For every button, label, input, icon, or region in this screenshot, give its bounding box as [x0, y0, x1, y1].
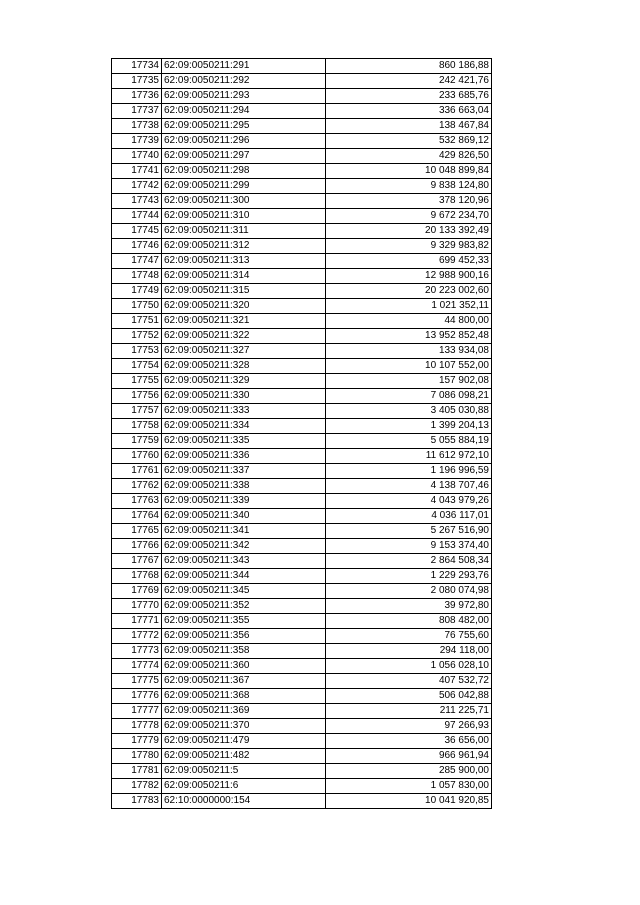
cadastral-number-cell: 62:09:0050211:328 — [162, 359, 326, 374]
cadastral-number-cell: 62:09:0050211:355 — [162, 614, 326, 629]
cadastral-number-cell: 62:09:0050211:352 — [162, 599, 326, 614]
row-number-cell: 17759 — [112, 434, 162, 449]
row-number-cell: 17771 — [112, 614, 162, 629]
cadastral-number-cell: 62:09:0050211:370 — [162, 719, 326, 734]
table-row — [112, 389, 492, 404]
cadastral-number-cell: 62:09:0050211:292 — [162, 74, 326, 89]
table-row — [112, 779, 492, 794]
value-cell: 294 118,00 — [326, 644, 492, 659]
cadastral-number-cell: 62:09:0050211:344 — [162, 569, 326, 584]
table-row — [112, 164, 492, 179]
value-cell: 44 800,00 — [326, 314, 492, 329]
value-cell: 39 972,80 — [326, 599, 492, 614]
cadastral-number-cell: 62:09:0050211:296 — [162, 134, 326, 149]
cadastral-value-table — [111, 58, 492, 809]
value-cell: 7 086 098,21 — [326, 389, 492, 404]
table-row — [112, 464, 492, 479]
value-cell: 9 838 124,80 — [326, 179, 492, 194]
value-cell: 1 056 028,10 — [326, 659, 492, 674]
table-row — [112, 359, 492, 374]
row-number-cell: 17738 — [112, 119, 162, 134]
cadastral-number-cell: 62:09:0050211:322 — [162, 329, 326, 344]
cadastral-number-cell: 62:09:0050211:295 — [162, 119, 326, 134]
table-row — [112, 629, 492, 644]
table-row — [112, 209, 492, 224]
value-cell: 10 041 920,85 — [326, 794, 492, 809]
value-cell: 808 482,00 — [326, 614, 492, 629]
value-cell: 36 656,00 — [326, 734, 492, 749]
cadastral-number-cell: 62:09:0050211:300 — [162, 194, 326, 209]
value-cell: 10 107 552,00 — [326, 359, 492, 374]
row-number-cell: 17774 — [112, 659, 162, 674]
value-cell: 9 672 234,70 — [326, 209, 492, 224]
value-cell: 407 532,72 — [326, 674, 492, 689]
value-cell: 10 048 899,84 — [326, 164, 492, 179]
value-cell: 3 405 030,88 — [326, 404, 492, 419]
table-row — [112, 104, 492, 119]
value-cell: 2 864 508,34 — [326, 554, 492, 569]
value-cell: 4 036 117,01 — [326, 509, 492, 524]
table-row — [112, 449, 492, 464]
table-row — [112, 434, 492, 449]
value-cell: 1 196 996,59 — [326, 464, 492, 479]
cadastral-number-cell: 62:09:0050211:339 — [162, 494, 326, 509]
value-cell: 966 961,94 — [326, 749, 492, 764]
table-row — [112, 614, 492, 629]
row-number-cell: 17749 — [112, 284, 162, 299]
table-row — [112, 179, 492, 194]
value-cell: 13 952 852,48 — [326, 329, 492, 344]
value-cell: 378 120,96 — [326, 194, 492, 209]
value-cell: 157 902,08 — [326, 374, 492, 389]
value-cell: 506 042,88 — [326, 689, 492, 704]
value-cell: 1 057 830,00 — [326, 779, 492, 794]
row-number-cell: 17773 — [112, 644, 162, 659]
value-cell: 133 934,08 — [326, 344, 492, 359]
table-row — [112, 599, 492, 614]
cadastral-number-cell: 62:09:0050211:369 — [162, 704, 326, 719]
cadastral-number-cell: 62:09:0050211:340 — [162, 509, 326, 524]
table-row — [112, 329, 492, 344]
cadastral-number-cell: 62:09:0050211:343 — [162, 554, 326, 569]
cadastral-number-cell: 62:09:0050211:360 — [162, 659, 326, 674]
row-number-cell: 17742 — [112, 179, 162, 194]
cadastral-number-cell: 62:09:0050211:313 — [162, 254, 326, 269]
cadastral-number-cell: 62:09:0050211:320 — [162, 299, 326, 314]
cadastral-number-cell: 62:09:0050211:338 — [162, 479, 326, 494]
cadastral-number-cell: 62:09:0050211:293 — [162, 89, 326, 104]
row-number-cell: 17772 — [112, 629, 162, 644]
row-number-cell: 17778 — [112, 719, 162, 734]
cadastral-number-cell: 62:09:0050211:310 — [162, 209, 326, 224]
cadastral-number-cell: 62:09:0050211:342 — [162, 539, 326, 554]
cadastral-number-cell: 62:09:0050211:311 — [162, 224, 326, 239]
cadastral-number-cell: 62:10:0000000:154 — [162, 794, 326, 809]
cadastral-number-cell: 62:09:0050211:330 — [162, 389, 326, 404]
table-row — [112, 224, 492, 239]
table-row — [112, 689, 492, 704]
row-number-cell: 17754 — [112, 359, 162, 374]
row-number-cell: 17748 — [112, 269, 162, 284]
table-row — [112, 314, 492, 329]
table-row — [112, 539, 492, 554]
row-number-cell: 17740 — [112, 149, 162, 164]
cadastral-number-cell: 62:09:0050211:6 — [162, 779, 326, 794]
value-cell: 1 229 293,76 — [326, 569, 492, 584]
table-row — [112, 404, 492, 419]
row-number-cell: 17756 — [112, 389, 162, 404]
row-number-cell: 17737 — [112, 104, 162, 119]
table-row — [112, 239, 492, 254]
row-number-cell: 17750 — [112, 299, 162, 314]
row-number-cell: 17766 — [112, 539, 162, 554]
cadastral-number-cell: 62:09:0050211:315 — [162, 284, 326, 299]
row-number-cell: 17739 — [112, 134, 162, 149]
value-cell: 233 685,76 — [326, 89, 492, 104]
table-row — [112, 764, 492, 779]
row-number-cell: 17755 — [112, 374, 162, 389]
table-row — [112, 719, 492, 734]
table-row — [112, 644, 492, 659]
value-cell: 97 266,93 — [326, 719, 492, 734]
cadastral-number-cell: 62:09:0050211:5 — [162, 764, 326, 779]
table-row — [112, 704, 492, 719]
table-row — [112, 299, 492, 314]
row-number-cell: 17763 — [112, 494, 162, 509]
cadastral-number-cell: 62:09:0050211:314 — [162, 269, 326, 284]
table-row — [112, 254, 492, 269]
table-row — [112, 149, 492, 164]
cadastral-number-cell: 62:09:0050211:291 — [162, 59, 326, 74]
row-number-cell: 17745 — [112, 224, 162, 239]
row-number-cell: 17746 — [112, 239, 162, 254]
table-row — [112, 659, 492, 674]
row-number-cell: 17741 — [112, 164, 162, 179]
cadastral-number-cell: 62:09:0050211:368 — [162, 689, 326, 704]
value-cell: 2 080 074,98 — [326, 584, 492, 599]
table-row — [112, 509, 492, 524]
table-row — [112, 554, 492, 569]
row-number-cell: 17776 — [112, 689, 162, 704]
row-number-cell: 17777 — [112, 704, 162, 719]
cadastral-number-cell: 62:09:0050211:334 — [162, 419, 326, 434]
row-number-cell: 17743 — [112, 194, 162, 209]
value-cell: 20 133 392,49 — [326, 224, 492, 239]
row-number-cell: 17758 — [112, 419, 162, 434]
value-cell: 9 329 983,82 — [326, 239, 492, 254]
row-number-cell: 17769 — [112, 584, 162, 599]
row-number-cell: 17734 — [112, 59, 162, 74]
table-row — [112, 734, 492, 749]
table-row — [112, 134, 492, 149]
row-number-cell: 17782 — [112, 779, 162, 794]
table-row — [112, 119, 492, 134]
row-number-cell: 17764 — [112, 509, 162, 524]
value-cell: 11 612 972,10 — [326, 449, 492, 464]
cadastral-number-cell: 62:09:0050211:337 — [162, 464, 326, 479]
row-number-cell: 17775 — [112, 674, 162, 689]
cadastral-number-cell: 62:09:0050211:321 — [162, 314, 326, 329]
value-cell: 242 421,76 — [326, 74, 492, 89]
table-row — [112, 74, 492, 89]
cadastral-number-cell: 62:09:0050211:479 — [162, 734, 326, 749]
value-cell: 429 826,50 — [326, 149, 492, 164]
cadastral-number-cell: 62:09:0050211:333 — [162, 404, 326, 419]
table-row — [112, 569, 492, 584]
value-cell: 285 900,00 — [326, 764, 492, 779]
table-row — [112, 344, 492, 359]
table-row — [112, 794, 492, 809]
row-number-cell: 17760 — [112, 449, 162, 464]
value-cell: 4 043 979,26 — [326, 494, 492, 509]
value-cell: 336 663,04 — [326, 104, 492, 119]
value-cell: 860 186,88 — [326, 59, 492, 74]
cadastral-number-cell: 62:09:0050211:327 — [162, 344, 326, 359]
row-number-cell: 17765 — [112, 524, 162, 539]
value-cell: 138 467,84 — [326, 119, 492, 134]
table-row — [112, 89, 492, 104]
row-number-cell: 17761 — [112, 464, 162, 479]
value-cell: 76 755,60 — [326, 629, 492, 644]
cadastral-number-cell: 62:09:0050211:341 — [162, 524, 326, 539]
cadastral-number-cell: 62:09:0050211:294 — [162, 104, 326, 119]
value-cell: 9 153 374,40 — [326, 539, 492, 554]
table-row — [112, 494, 492, 509]
row-number-cell: 17767 — [112, 554, 162, 569]
value-cell: 699 452,33 — [326, 254, 492, 269]
value-cell: 5 055 884,19 — [326, 434, 492, 449]
row-number-cell: 17752 — [112, 329, 162, 344]
cadastral-number-cell: 62:09:0050211:299 — [162, 179, 326, 194]
table-row — [112, 479, 492, 494]
row-number-cell: 17747 — [112, 254, 162, 269]
cadastral-number-cell: 62:09:0050211:335 — [162, 434, 326, 449]
row-number-cell: 17735 — [112, 74, 162, 89]
table-row — [112, 524, 492, 539]
cadastral-number-cell: 62:09:0050211:336 — [162, 449, 326, 464]
table-row — [112, 749, 492, 764]
table-row — [112, 674, 492, 689]
row-number-cell: 17780 — [112, 749, 162, 764]
row-number-cell: 17736 — [112, 89, 162, 104]
cadastral-number-cell: 62:09:0050211:329 — [162, 374, 326, 389]
cadastral-number-cell: 62:09:0050211:297 — [162, 149, 326, 164]
value-cell: 5 267 516,90 — [326, 524, 492, 539]
row-number-cell: 17779 — [112, 734, 162, 749]
value-cell: 1 399 204,13 — [326, 419, 492, 434]
row-number-cell: 17783 — [112, 794, 162, 809]
value-cell: 20 223 002,60 — [326, 284, 492, 299]
row-number-cell: 17781 — [112, 764, 162, 779]
table-body — [112, 59, 492, 809]
cadastral-number-cell: 62:09:0050211:358 — [162, 644, 326, 659]
row-number-cell: 17744 — [112, 209, 162, 224]
cadastral-number-cell: 62:09:0050211:345 — [162, 584, 326, 599]
cadastral-number-cell: 62:09:0050211:367 — [162, 674, 326, 689]
cadastral-number-cell: 62:09:0050211:356 — [162, 629, 326, 644]
row-number-cell: 17770 — [112, 599, 162, 614]
value-cell: 532 869,12 — [326, 134, 492, 149]
row-number-cell: 17753 — [112, 344, 162, 359]
row-number-cell: 17768 — [112, 569, 162, 584]
table-row — [112, 284, 492, 299]
table-row — [112, 419, 492, 434]
row-number-cell: 17751 — [112, 314, 162, 329]
table-row — [112, 584, 492, 599]
value-cell: 12 988 900,16 — [326, 269, 492, 284]
table-row — [112, 194, 492, 209]
value-cell: 1 021 352,11 — [326, 299, 492, 314]
cadastral-number-cell: 62:09:0050211:482 — [162, 749, 326, 764]
table-row — [112, 374, 492, 389]
cadastral-number-cell: 62:09:0050211:312 — [162, 239, 326, 254]
table-row — [112, 269, 492, 284]
row-number-cell: 17762 — [112, 479, 162, 494]
row-number-cell: 17757 — [112, 404, 162, 419]
table-row — [112, 59, 492, 74]
cadastral-number-cell: 62:09:0050211:298 — [162, 164, 326, 179]
value-cell: 4 138 707,46 — [326, 479, 492, 494]
value-cell: 211 225,71 — [326, 704, 492, 719]
